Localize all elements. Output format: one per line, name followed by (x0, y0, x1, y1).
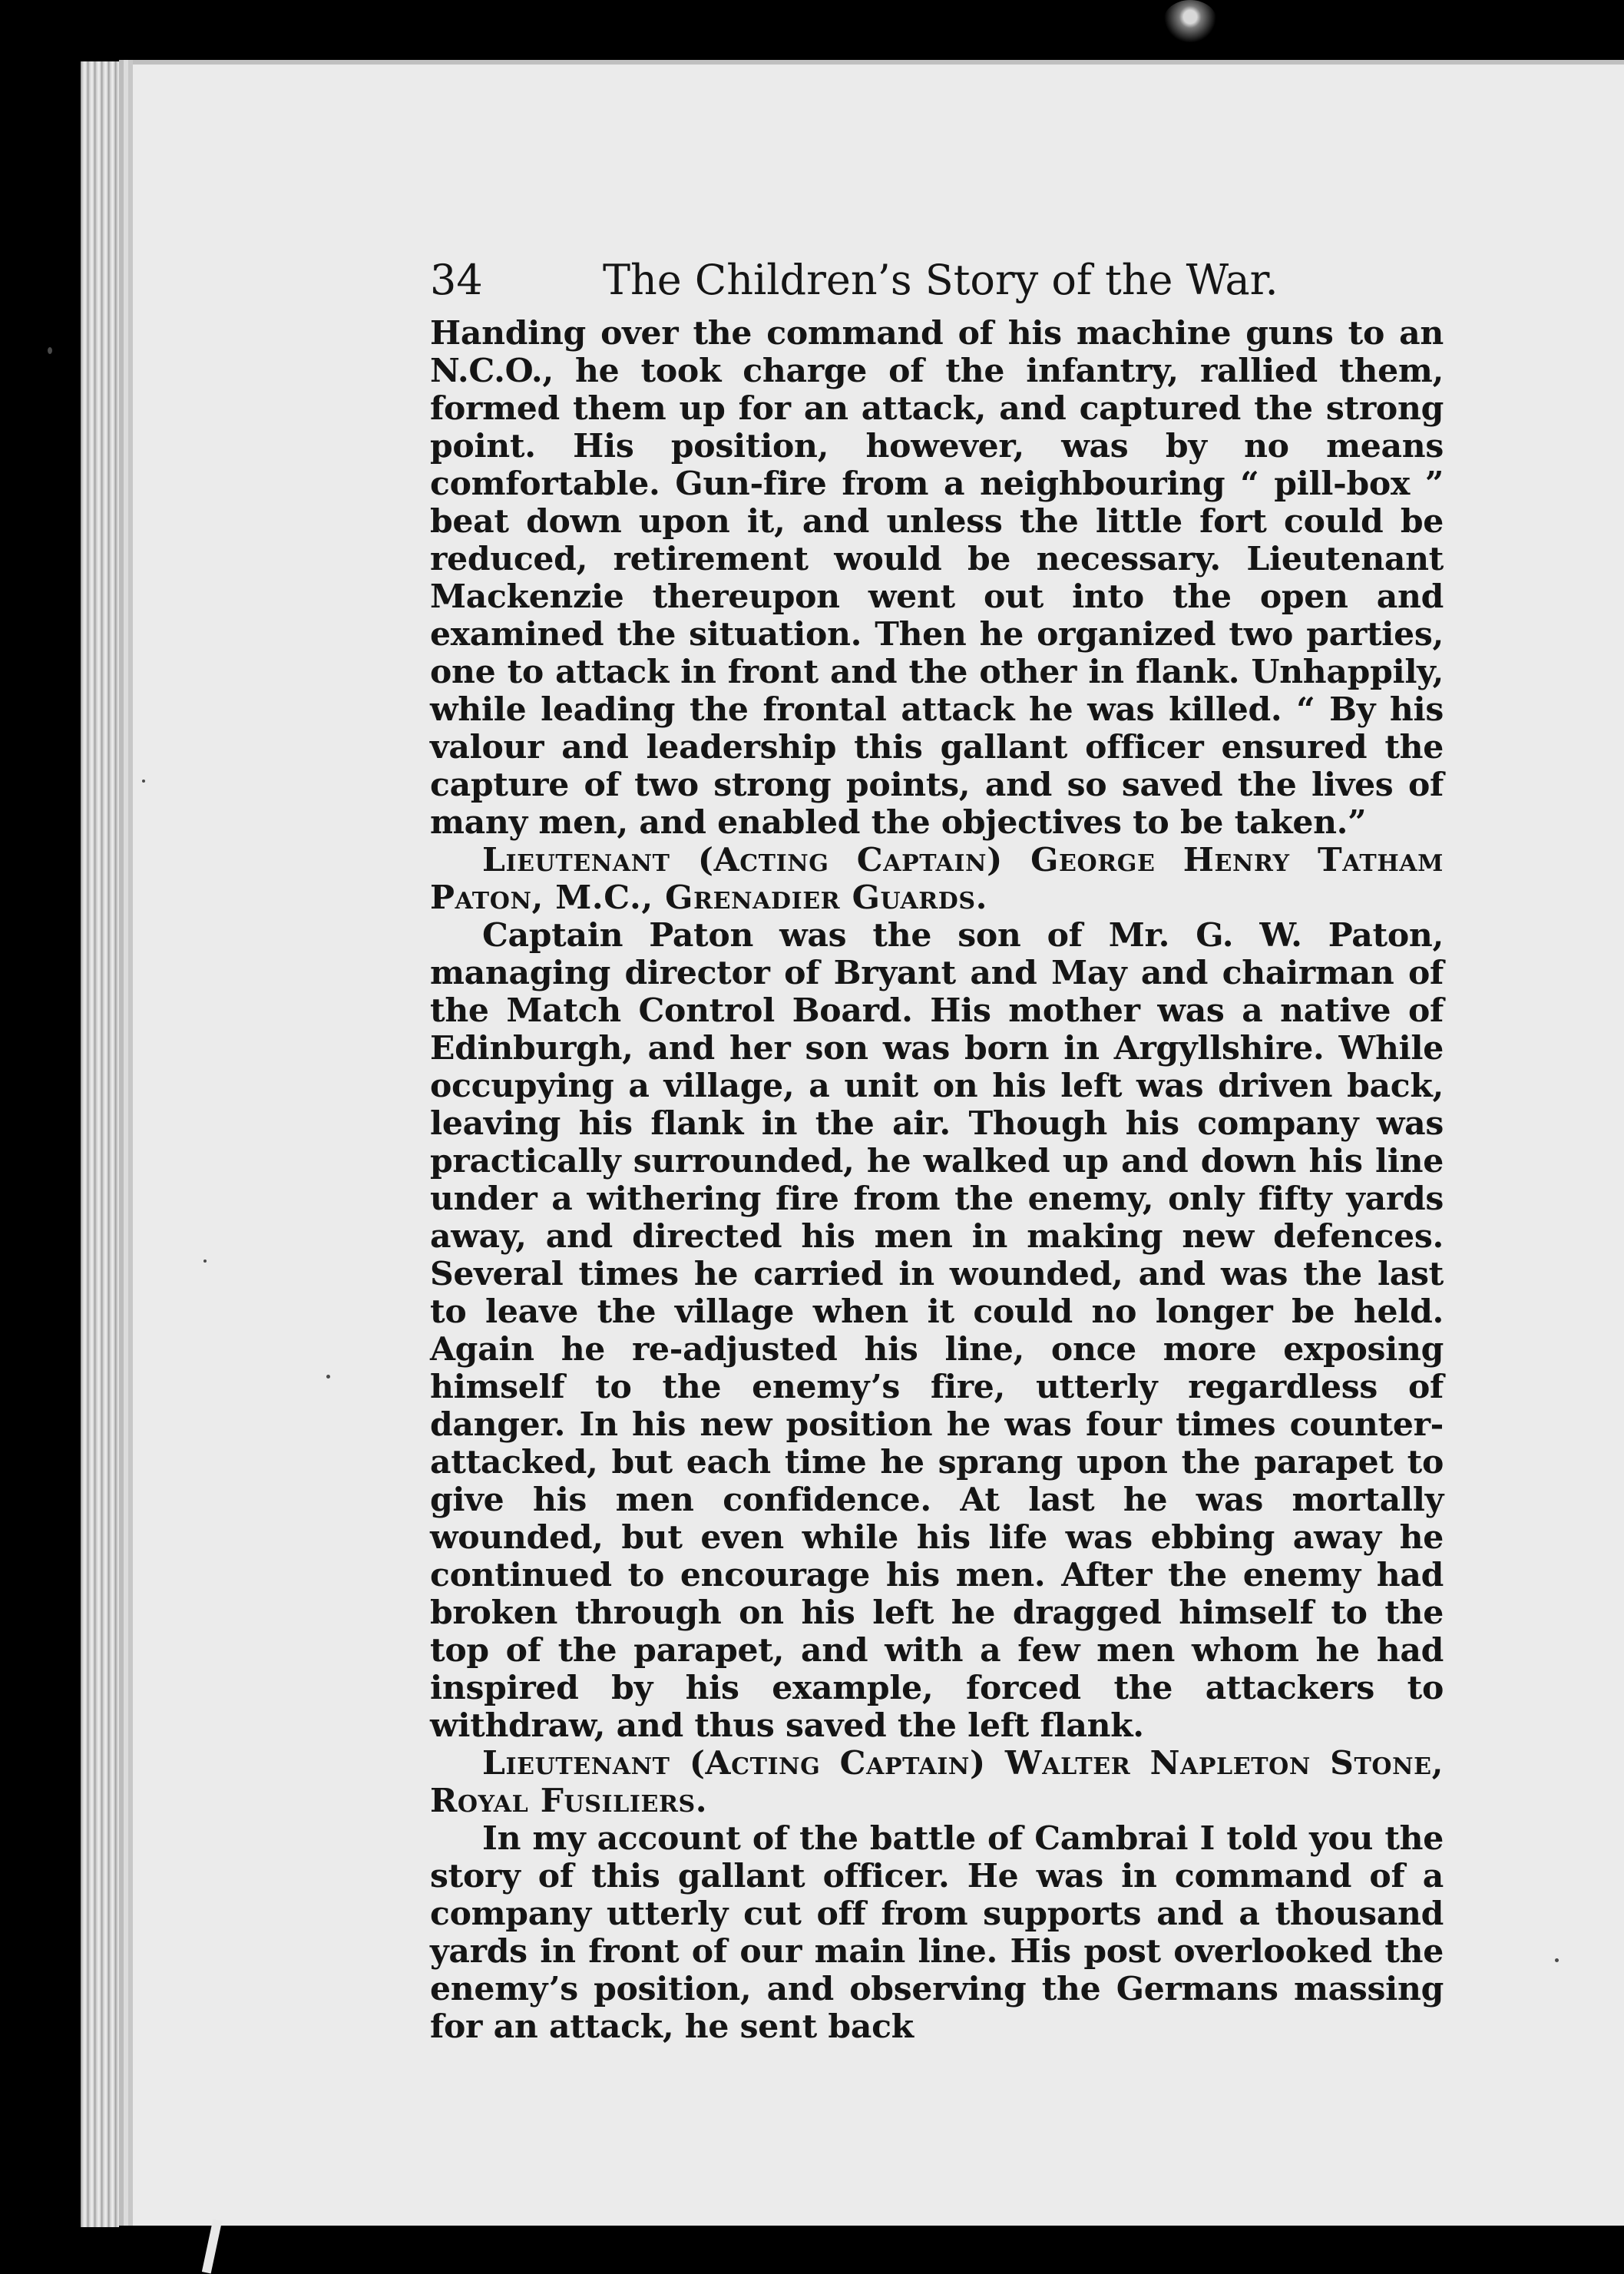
recipient-heading: Lieutenant (Acting Captain) Walter Napleton Stone, Royal Fusiliers. (430, 1744, 1444, 1820)
speck (326, 1375, 330, 1379)
scan-blot (1163, 0, 1217, 42)
page-header (430, 246, 1444, 315)
text-block (430, 246, 1444, 2046)
page-edge (81, 61, 119, 2227)
speck (1555, 1958, 1559, 1962)
paragraph: Captain Paton was the son of Mr. G. W. Paton, managing director of Bryant and May and chairman of the Match Control Board. His mother was a native of Edinburgh, and her son was born in Argyllshire. While occupying a village, a unit on his left was driven back, leaving his flank in the air. Though his company was practically surrounded, he walked up and down his line under a withering fire from the enemy, only fifty yards away, and directed his men in making new defences. Several times he carried in wounded, and was the last to leave the village when it could no longer be held. Again he re-adjusted his line, once more exposing himself to the enemy’s fire, utterly regardless of danger. In his new position he was four times counter-attacked, but each time he sprang upon the parapet to give his men confidence. At last he was mortally wounded, but even while his life was ebbing away he continued to encourage his men. After the enemy had broken through on his left he dragged himself to the top of the parapet, and with a few men whom he had inspired by his example, forced the attackers to withdraw, and thus saved the left flank. (430, 916, 1444, 1745)
recipient-heading: Lieutenant (Acting Captain) George Henry Tatham Paton, M.C., Grenadier Guards. (430, 841, 1444, 917)
paragraph: In my account of the battle of Cambrai I told you the story of this gallant officer. He was in command of a company utterly cut off from supports and a thousand yards in front of our main line. His post overlooked the enemy’s position, and observing the Germans massing for an attack, he sent back (430, 1819, 1444, 2046)
page-number: 34 (430, 256, 483, 304)
running-title: The Children’s Story of the War. (603, 256, 1278, 304)
speck (48, 347, 52, 354)
scan-mark (202, 2219, 222, 2274)
speck (142, 780, 145, 783)
body-text (430, 315, 1444, 2046)
paragraph: Handing over the command of his machine guns to an N.C.O., he took charge of the infantry, rallied them, formed them up for an attack, and captured the strong point. His position, however, was by no means comfortable. Gun-fire from a neighbouring “ pill-box ” beat down upon it, and unless the little fort could be reduced, retirement would be necessary. Lieutenant Mackenzie thereupon went out into the open and examined the situation. Then he organized two parties, one to attack in front and the other in flank. Unhappily, while leading the frontal attack he was killed. “ By his valour and leadership this gallant officer ensured the capture of two strong points, and so saved the lives of many men, and enabled the objectives to be taken.” (430, 314, 1444, 842)
speck (203, 1259, 207, 1263)
